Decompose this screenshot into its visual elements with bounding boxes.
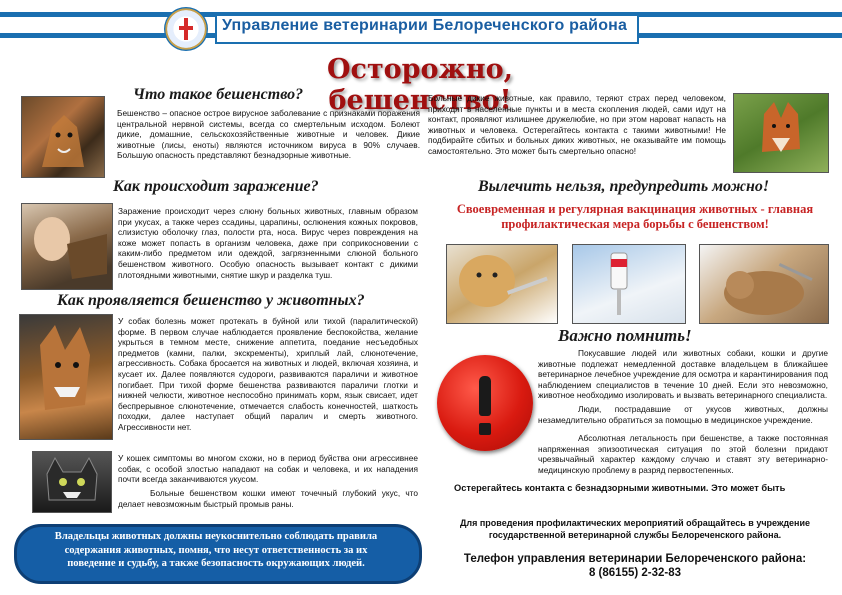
symptoms-text-cat-bite: Больные бешенством кошки имеют точечный глубокий укус, что делает невозможным быстрый промыв раны. bbox=[118, 488, 418, 509]
page-title: Осторожно, бешенство! bbox=[326, 54, 514, 116]
syringe-photo bbox=[572, 244, 686, 324]
section-text-infection: Заражение происходит через слюну больных животных, главным образом при укусах, а также через ссадины, царапины, ослюнения кожных покровов, слизистую оболочку глаз, полости рта, носа. Вирус через повреждения на коже может попасть в организм человека, даже при соприкосновении с каким-либо предметом или одеждой, загрязненными слюной больного бешенством животного. Особую опасность вызывает контакт с дикими плотоядными животными, снятие шкур и разделка туш. bbox=[118, 206, 418, 280]
remember-text-lethality: Абсолютная летальность при бешенстве, а также постоянная напряженная эпизоотическая ситуация по этой болезни придают чрезвычайный характер каждому случаю и ставят эту ветеринарно-медицинскую проблему в разряд первостепенных. bbox=[538, 433, 828, 475]
owners-notice-text: Владельцы животных должны неукоснительно соблюдать правила содержания животных, помня, что несут ответственность за их поведение и судьбу, а также безопасность окружающих людей. bbox=[54, 531, 378, 570]
section-text-what: Бешенство – опасное острое вирусное заболевание с признаками поражения центральной нервной системы, всегда со смертельным исходом. Болеют дикие, домашние, сельскохозяйственные животные и человек. Дикие животные (лисы, еноты) являются источником вируса в 90% случаев. Большую опасность представляют безнадзорные животные. bbox=[117, 108, 420, 161]
symptoms-text-cats: У кошек симптомы во многом схожи, но в период буйства они агрессивнее собак, с особой злостью нападают на собак и человека, и их нападения почти всегда заканчиваются укусом. bbox=[118, 453, 418, 485]
phone-number[interactable]: 8 (86155) 2-32-83 bbox=[588, 567, 682, 579]
section-heading-symptoms: Как проявляется бешенство у животных? bbox=[57, 292, 365, 309]
phone-label: Телефон управления ветеринарии Белореченского района: bbox=[463, 553, 807, 565]
exclamation-icon bbox=[479, 376, 491, 416]
rabid-cat-photo bbox=[32, 451, 112, 513]
remember-text-quarantine: Покусавшие людей или животных собаки, кошки и другие животные подлежат немедленной доставке владельцем в ближайшее ветеринарное лечебное учреждение для осмотра и карантинирования под наблюдением специалистов в течение 10 дней. Если это невозможно, животное необходимо изолировать и вызвать ветеринарного специалиста. bbox=[538, 348, 828, 401]
warning-contact-text: Остерегайтесь контакта с безнадзорными животными. Это может быть bbox=[454, 483, 786, 493]
section-heading-remember: Важно помнить! bbox=[558, 326, 692, 345]
vaccination-subtitle: Своевременная и регулярная вакцинация животных - главная профилактическая мера борьбы с бешенством! bbox=[456, 202, 814, 231]
aggressive-dog-photo bbox=[19, 314, 113, 440]
wild-animals-text: Больные дикие животные, как правило, теряют страх перед человеком, приходят в населенные пункты и в места скопления людей, сами идут на контакт, проявляют излишнее дружелюбие, но при этом нароват напасть на животных и человека. Остерегайтесь контакта с такими животными! Не подбирайте сбитых и больных диких животных, не оказывайте им помощь самостоятельно. Это может быть смертельно опасно! bbox=[428, 93, 726, 156]
contact-notice: Для проведения профилактических мероприятий обращайтесь в учреждение государственной ветеринарной службы Белореченского района. bbox=[459, 518, 811, 540]
remember-text-victims: Люди, пострадавшие от укусов животных, должны незамедлительно обратиться за помощью в медицинское учреждение. bbox=[538, 404, 828, 425]
header-title: Управление ветеринарии Белореченского района bbox=[222, 17, 628, 34]
section-heading-what: Что такое бешенство? bbox=[133, 86, 304, 103]
dog-vaccination-photo bbox=[446, 244, 558, 324]
section-heading-cure: Вылечить нельзя, предупредить можно! bbox=[478, 178, 770, 195]
exclamation-dot bbox=[479, 423, 491, 435]
fox-photo bbox=[733, 93, 829, 173]
cat-vaccination-photo bbox=[699, 244, 829, 324]
cross-icon bbox=[179, 18, 193, 40]
symptoms-text-dogs: У собак болезнь может протекать в буйной или тихой (паралитической) форме. В первом случае наблюдается проявление беспокойства, желание укрыться в темном месте, снижение аппетита, поедание несъедобных предметов (камни, палки, экскременты), хриплый лай, слюнотечение, агрессивность. Собака бросается на животных и людей, включая хозяина, и кусает их. Далее появляются судороги, развиваются параличи и животное погибает. При тихой форме бешенства развиваются параличи глотки и нижней челюсти, животное неспособно принимать корм, язык свисает, идет беспрерывное слюнотечение, отмечается слабость конечностей, шаткость походки, далее наступает общий паралич и смерть животного. Агрессивности нет. bbox=[118, 316, 418, 432]
rabid-fox-photo bbox=[21, 96, 105, 178]
dog-bite-photo bbox=[21, 203, 113, 290]
section-heading-infection: Как происходит заражение? bbox=[113, 178, 319, 195]
